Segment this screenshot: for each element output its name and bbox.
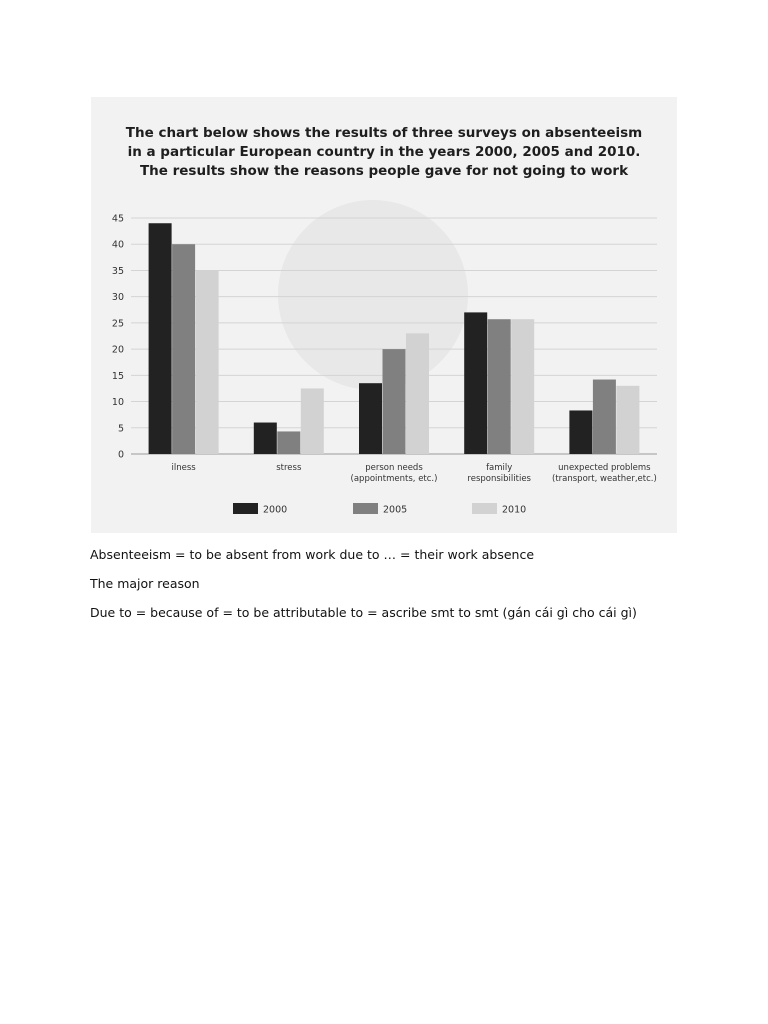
x-category-label-1-0: stress bbox=[276, 463, 302, 473]
bar-2005-cat-3 bbox=[488, 319, 511, 454]
y-tick-label-20: 20 bbox=[111, 344, 124, 356]
note-absenteeism: Absenteeism = to be absent from work due to … = their work absence bbox=[90, 547, 535, 562]
x-category-label-4-1: (transport, weather,etc.) bbox=[552, 474, 657, 484]
chart-title-line-2: in a particular European country in the years 2000, 2005 and 2010. bbox=[127, 144, 641, 160]
legend-swatch-2000 bbox=[233, 503, 258, 514]
bar-2000-cat-3 bbox=[464, 312, 487, 454]
note-major-reason: The major reason bbox=[90, 576, 200, 591]
bar-chart bbox=[91, 97, 677, 533]
y-tick-label-5: 5 bbox=[117, 423, 124, 435]
y-tick-label-35: 35 bbox=[111, 265, 124, 277]
chart-panel bbox=[91, 97, 677, 533]
bar-2005-cat-2 bbox=[383, 349, 406, 454]
x-category-label-2-0: person needs bbox=[365, 463, 423, 473]
y-tick-label-0: 0 bbox=[117, 449, 124, 461]
legend-label-2010: 2010 bbox=[502, 504, 527, 516]
y-tick-label-45: 45 bbox=[111, 213, 124, 225]
bar-2000-cat-0 bbox=[149, 223, 172, 454]
bar-2010-cat-4 bbox=[616, 386, 639, 454]
bar-2005-cat-4 bbox=[593, 380, 616, 454]
bar-2010-cat-0 bbox=[196, 270, 219, 454]
watermark-circle bbox=[278, 200, 468, 390]
note-due-to: Due to = because of = to be attributable to = ascribe smt to smt (gán cái gì cho cái gì) bbox=[90, 605, 637, 620]
legend-swatch-2005 bbox=[353, 503, 378, 514]
x-category-label-2-1: (appointments, etc.) bbox=[350, 474, 438, 484]
x-category-label-0-0: ilness bbox=[171, 463, 196, 473]
bar-2010-cat-2 bbox=[406, 333, 429, 454]
y-tick-label-15: 15 bbox=[111, 370, 124, 382]
y-tick-label-30: 30 bbox=[111, 292, 124, 304]
legend-label-2000: 2000 bbox=[263, 504, 288, 516]
x-category-label-3-0: family bbox=[486, 463, 513, 473]
y-tick-label-25: 25 bbox=[111, 318, 124, 330]
legend-label-2005: 2005 bbox=[383, 504, 408, 516]
x-category-label-3-1: responsibilities bbox=[467, 474, 531, 484]
bar-2005-cat-1 bbox=[277, 431, 300, 454]
bar-2000-cat-1 bbox=[254, 423, 277, 454]
bar-2000-cat-2 bbox=[359, 383, 382, 454]
chart-title-line-1: The chart below shows the results of three surveys on absenteeism bbox=[125, 125, 643, 141]
y-tick-label-10: 10 bbox=[111, 397, 124, 409]
legend-swatch-2010 bbox=[472, 503, 497, 514]
bar-2010-cat-3 bbox=[511, 319, 534, 454]
bar-2005-cat-0 bbox=[172, 244, 195, 454]
bar-2000-cat-4 bbox=[569, 410, 592, 454]
x-category-label-4-0: unexpected problems bbox=[558, 463, 651, 473]
y-tick-label-40: 40 bbox=[111, 239, 124, 251]
chart-title-line-3: The results show the reasons people gave for not going to work bbox=[139, 163, 629, 179]
bar-2010-cat-1 bbox=[301, 388, 324, 454]
